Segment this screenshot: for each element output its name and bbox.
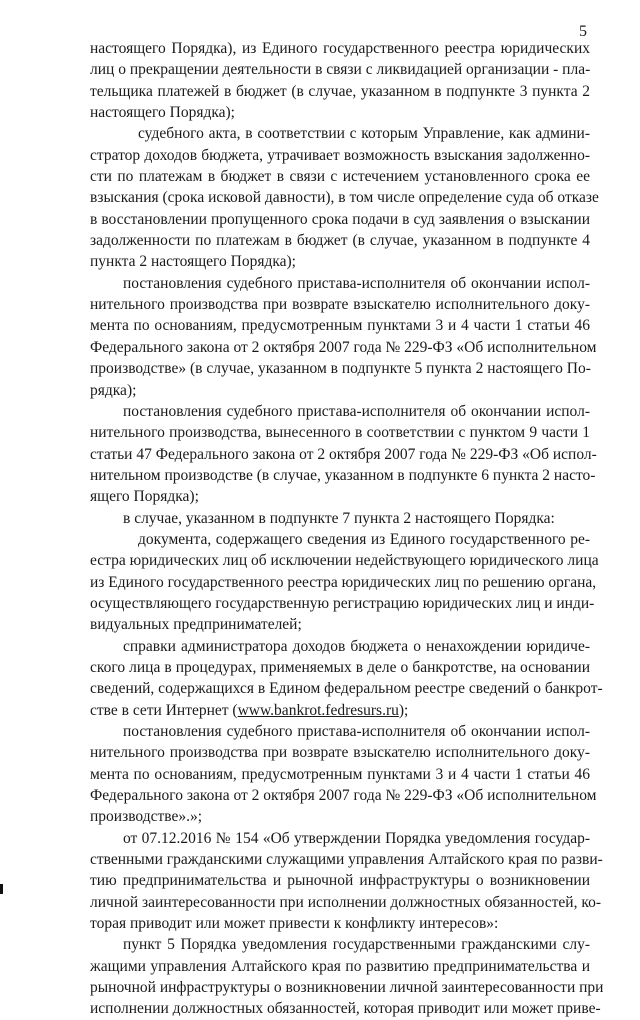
text-line: тию предпринимательства и рыночной инфраструктуры о возникновении [90,872,590,890]
text-line: документа, содержащего сведения из Единого государственного ре- [138,530,590,548]
text-line: постановления судебного пристава-исполнителя об окончании испол- [123,274,590,292]
text-line: пункт 5 Порядка уведомления государственными гражданскими слу- [123,936,590,954]
text-line: торая приводит или может привести к конфликту интересов»: [90,915,499,933]
text-line: постановления судебного пристава-исполнителя об окончании испол- [123,723,590,740]
text-line: естра юридических лиц об исключении недействующего юридического лица [90,552,599,570]
text-line: нительного производства, вынесенного в соответствии с пунктом 9 части 1 [90,424,590,442]
text-line: стве в сети Интернет (www.bankrot.fedresurs.ru); [90,701,409,719]
text-line: осуществляющего государственную регистрацию юридических лиц и инди- [90,594,595,612]
text-line: Федерального закона от 2 октября 2007 года № 229-ФЗ «Об исполнительном [90,338,597,356]
text-line: настоящего Порядка); [90,104,235,122]
text-line: нительного производства при возврате взыскателю исполнительного доку- [90,296,590,314]
text-line: взыскания (срока исковой давности), в том числе определение суда об отказе [90,189,599,207]
text-line: производстве».»; [90,808,203,826]
text-line: видуальных предпринимателей; [90,616,302,634]
text-line: исполнении должностных обязанностей, которая приводит или может приве- [90,1000,601,1018]
text-line: статьи 47 Федерального закона от 2 октября 2007 года № 229-ФЗ «Об испол- [90,445,597,463]
text-line: от 07.12.2016 № 154 «Об утверждении Порядка уведомления государ- [123,829,590,847]
text-line: из Единого государственного реестра юридических лиц по решению органа, [90,573,597,591]
text-line: судебного акта, в соответствии с которым Управление, как админи- [138,125,590,143]
text-line: сведений, содержащихся в Едином федеральном реестре сведений о банкрот- [90,680,603,698]
text-line: нительном производстве (в случае, указанном в подпункте 6 пункта 2 насто- [90,466,596,484]
text-line: сти по платежам в бюджет в связи с истечением установленного срока ее [90,168,590,186]
text-line: Федерального закона от 2 октября 2007 года № 229-ФЗ «Об исполнительном [90,787,597,805]
scan-edge-mark [0,884,3,894]
text-line: ского лица в процедурах, применяемых в деле о банкротстве, на основании [90,658,590,676]
text-line: постановления судебного пристава-исполнителя об окончании испол- [123,402,590,420]
text-line: нительного производства при возврате взыскателю исполнительного доку- [90,744,590,762]
text-line: в случае, указанном в подпункте 7 пункта 2 настоящего Порядка: [123,509,555,527]
text-line: мента по основаниям, предусмотренным пунктами 3 и 4 части 1 статьи 46 [90,317,590,335]
text-line: пункта 2 настоящего Порядка); [90,253,296,271]
text-line: ственными гражданскими служащими управления Алтайского края по разви- [90,851,603,869]
text-line: ящего Порядка); [90,488,199,506]
text-line: тельщика платежей в бюджет (в случае, указанном в подпункте 3 пункта 2 [90,82,590,100]
text-line: справки администратора доходов бюджета о ненахождении юридиче- [123,637,590,655]
text-line: личной заинтересованности при исполнении должностных обязанностей, ко- [90,893,602,911]
text-line: в восстановлении пропущенного срока подачи в суд заявления о взыскании [90,210,590,228]
page-number: 5 [579,23,587,40]
text-line: жащими управления Алтайского края по развитию предпринимательства и [90,957,590,975]
document-body [90,38,604,1020]
url-link[interactable]: www.bankrot.fedresurs.ru [237,701,399,719]
text-line: лиц о прекращении деятельности в связи с ликвидацией организации - пла- [90,61,591,79]
text-line: производстве» (в случае, указанном в подпункте 5 пункта 2 настоящего По- [90,360,591,378]
text-line: стратор доходов бюджета, утрачивает возможность взыскания задолженно- [90,146,590,164]
text-line: рыночной инфраструктуры о возникновении личной заинтересованности при [90,979,604,997]
text-line: задолженности по платежам в бюджет (в случае, указанном в подпункте 4 [90,232,590,250]
text-line: мента по основаниям, предусмотренным пунктами 3 и 4 части 1 статьи 46 [90,765,590,783]
text-line: рядка); [90,381,137,399]
text-line: настоящего Порядка), из Единого государственного реестра юридических [90,40,590,57]
